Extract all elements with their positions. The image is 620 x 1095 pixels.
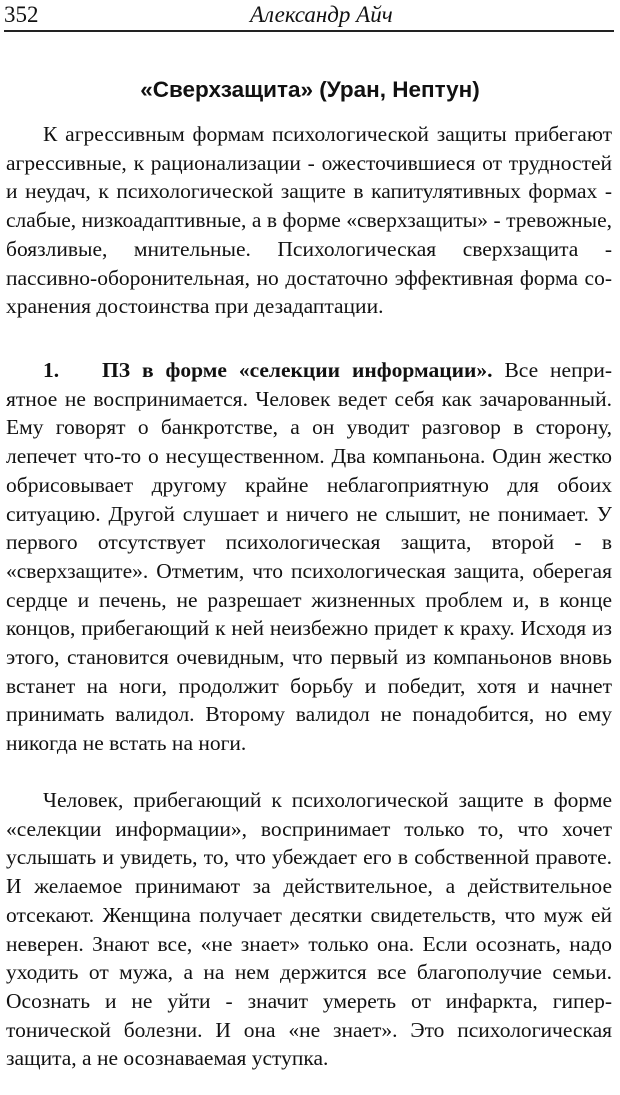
page-header xyxy=(4,0,614,32)
item-1-heading: ПЗ в форме «селекции информации». xyxy=(102,358,493,382)
item-1-paragraph xyxy=(6,356,612,758)
running-title: Александр Айч xyxy=(250,2,393,27)
item-1-text: Все неприятное не воспринимается. Человек ведет себя как зачарованный. Ему говорят о банкротстве, а он уводит разговор в сторону, лепечет что-то о несущественном. Два компаньона. Один жестко обрисовывает другому крайне неблагоприятную для обоих ситуацию. Другой слушает и ничего не слышит, не понимает. У первого отсутствует психологическая защита, второй - в «сверхзащите». Отметим, что психологическая защита, оберегая сердце и печень, не разрешает жизненных проблем и, в конце концов, прибегающий к ней неизбежно придет к краху. Исходя из этого, становится очевидным, что первый из компаньонов вновь встанет на ноги, продолжит борьбу и победит, хотя и начнет принимать валидол. Второму валидол не понадобится, но ему никогда не встать на ноги. xyxy=(6,358,613,756)
continuation-paragraph: Человек, прибегающий к психологической защите в форме «селекции информации», воспринимает только то, что хочет услышать и увидеть, то, что убеждает его в собственной правоте. И желаемое принимают за действительное, а действительное отсекают. Женщина получает десятки свидетельств, что муж ей неверен. Знают все, «не знает» только она. Если осознать, надо уходить от мужа, а на нем держится все благополучие семьи. Осознать и не уйти - значит умереть от инфаркта, гипертонической болезни. И она «не знает». Это психологическая защита, а не осознаваемая уступка. xyxy=(6,788,612,1071)
page-number: 352 xyxy=(4,2,39,27)
intro-paragraph: К агрессивным формам психологической защиты прибегают агрессивные, к рационализации - ожесточившиеся от трудностей и неудач, к психологической защите в капитулятивных формах - слабые, низкоадаптивные, а в форме «сверхзащиты» - тревожные, боязливые, мнительные. Психологическая сверхзащита - пассивно-оборонительная, но достаточно эффективная форма сохранения достоинства при дезадаптации. xyxy=(6,122,612,319)
section-title: «Сверхзащита» (Уран, Нептун) xyxy=(140,77,480,102)
item-1-number: 1. xyxy=(43,358,60,382)
